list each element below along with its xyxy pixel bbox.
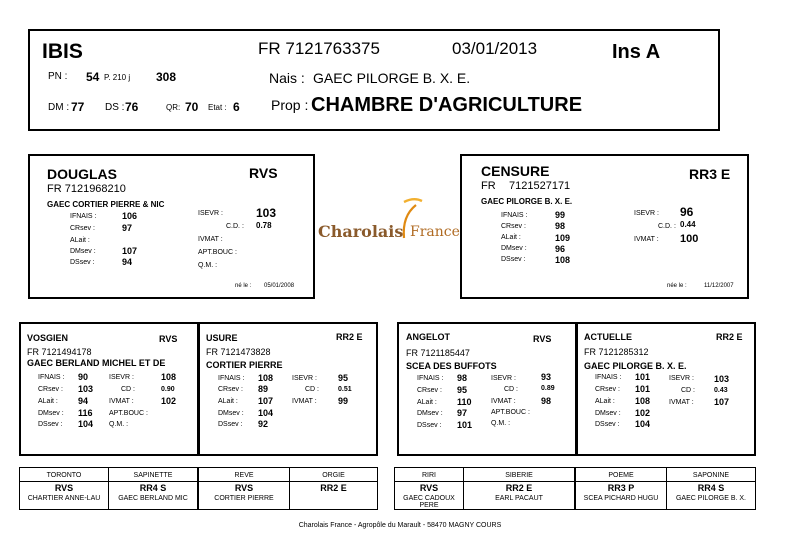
ggp-code: RVS bbox=[234, 483, 254, 493]
gp-ivmat-value: 99 bbox=[338, 396, 349, 406]
ggp-name: TORONTO bbox=[46, 472, 82, 479]
gp-isevr-label: ISEVR : bbox=[669, 375, 694, 382]
gp-isevr-value: 103 bbox=[714, 374, 730, 384]
ggp-code: RR4 S bbox=[139, 483, 167, 493]
great-grandparents-group-2 bbox=[198, 467, 378, 510]
gp-crsev-label: CRsev : bbox=[417, 387, 442, 394]
gp-code: RR2 E bbox=[716, 332, 743, 342]
ggp-name: POEME bbox=[608, 472, 634, 479]
sire-born-date: 05/01/2008 bbox=[264, 283, 295, 289]
gp-cd-value: 0.51 bbox=[338, 386, 352, 393]
ggp-name: RIRI bbox=[422, 472, 436, 479]
gp-qm-label: Q.M. : bbox=[109, 421, 129, 428]
nais-value: GAEC PILORGE B. X. E. bbox=[313, 70, 471, 86]
gp-cd-value: 0.89 bbox=[541, 385, 555, 392]
ggp-cell-siberie bbox=[463, 468, 574, 509]
gp-alait-value: 110 bbox=[457, 397, 472, 407]
logo-text-charolais: Charolais bbox=[318, 222, 404, 241]
dam-isevr-label: ISEVR : bbox=[634, 210, 659, 217]
qr-label: QR: bbox=[166, 103, 181, 112]
gp-dssev-value: 104 bbox=[78, 419, 94, 429]
sire-code: RVS bbox=[249, 165, 278, 181]
ggp-cell-riri bbox=[395, 468, 463, 509]
dm-value: 77 bbox=[71, 100, 85, 114]
gp-ifnais-label: IFNAIS : bbox=[218, 375, 245, 382]
ggp-breeder: CHARTIER ANNE-LAU bbox=[27, 495, 101, 502]
dam-id-prefix: FR bbox=[481, 180, 496, 192]
qr-value: 70 bbox=[185, 100, 199, 114]
gp-ifnais-value: 101 bbox=[635, 372, 651, 382]
dam-card bbox=[460, 154, 749, 299]
ds-label: DS : bbox=[105, 102, 125, 113]
sire-ifnais-label: IFNAIS : bbox=[70, 213, 97, 220]
ggp-code: RVS bbox=[54, 483, 74, 493]
sire-ivmat-label: IVMAT : bbox=[198, 236, 223, 243]
gp-alait-value: 108 bbox=[635, 396, 651, 406]
sire-aptbouc-label: APT.BOUC : bbox=[198, 249, 237, 256]
gp-ifnais-label: IFNAIS : bbox=[417, 375, 444, 382]
dam-dmsev-label: DMsev : bbox=[501, 245, 527, 252]
etat-value: 6 bbox=[233, 100, 240, 114]
gp-ivmat-label: IVMAT : bbox=[491, 398, 516, 405]
etat-label: Etat : bbox=[208, 103, 227, 112]
pn-label: PN : bbox=[48, 71, 68, 82]
gp-ivmat-label: IVMAT : bbox=[292, 398, 317, 405]
gp-ivmat-value: 107 bbox=[714, 397, 730, 407]
sire-ifnais-value: 106 bbox=[122, 211, 138, 221]
ggp-breeder: GAEC PILORGE B. X. bbox=[675, 495, 747, 502]
gp-code: RVS bbox=[159, 334, 178, 344]
prop-value: CHAMBRE D'AGRICULTURE bbox=[311, 94, 583, 116]
gp-alait-label: ALait : bbox=[38, 398, 58, 405]
dam-ifnais-value: 99 bbox=[555, 210, 566, 220]
ggp-name: ORGIE bbox=[322, 472, 345, 479]
great-grandparents-group-3 bbox=[394, 467, 575, 510]
ggp-breeder: CORTIER PIERRE bbox=[214, 495, 274, 502]
dam-born-label: née le : bbox=[667, 283, 687, 289]
gp-name: ANGELOT bbox=[406, 332, 450, 342]
gp-dssev-label: DSsev : bbox=[417, 422, 442, 429]
dam-born-date: 11/12/2007 bbox=[704, 283, 734, 289]
dam-dssev-label: DSsev : bbox=[501, 256, 526, 263]
nais-label: Nais : bbox=[269, 70, 305, 86]
sire-dssev-value: 94 bbox=[122, 257, 133, 267]
animal-header-card bbox=[28, 29, 720, 131]
dam-crsev-label: CRsev : bbox=[501, 223, 526, 230]
gp-ivmat-value: 102 bbox=[161, 396, 177, 406]
gp-ifnais-value: 90 bbox=[78, 372, 89, 382]
dam-id: 7121527171 bbox=[509, 180, 571, 192]
gp-breeder: GAEC PILORGE B. X. E. bbox=[584, 361, 687, 371]
dam-ivmat-label: IVMAT : bbox=[634, 236, 659, 243]
dam-name: CENSURE bbox=[481, 163, 550, 179]
dam-cd-value: 0.44 bbox=[680, 220, 696, 229]
grandparent-card-vosgien bbox=[19, 322, 199, 456]
gp-ifnais-value: 108 bbox=[258, 373, 274, 383]
ggp-breeder: GAEC BERLAND MIC bbox=[118, 495, 188, 502]
gp-cd-value: 0.90 bbox=[161, 386, 175, 393]
gp-id: FR 7121185447 bbox=[406, 348, 470, 358]
sire-crsev-value: 97 bbox=[122, 223, 133, 233]
gp-dmsev-label: DMsev : bbox=[595, 410, 621, 417]
ggp-name: REVE bbox=[234, 472, 254, 479]
gp-dssev-label: DSsev : bbox=[218, 421, 243, 428]
gp-crsev-label: CRsev : bbox=[218, 386, 243, 393]
animal-name: IBIS bbox=[42, 40, 83, 63]
gp-dssev-label: DSsev : bbox=[595, 421, 620, 428]
dam-ivmat-value: 100 bbox=[680, 233, 699, 245]
gp-ivmat-label: IVMAT : bbox=[109, 398, 134, 405]
gp-dssev-label: DSsev : bbox=[38, 421, 63, 428]
dam-isevr-value: 96 bbox=[680, 205, 694, 219]
gp-breeder: CORTIER PIERRE bbox=[206, 360, 283, 370]
gp-code: RVS bbox=[533, 334, 552, 344]
gp-ifnais-label: IFNAIS : bbox=[595, 374, 622, 381]
gp-dssev-value: 92 bbox=[258, 419, 269, 429]
gp-aptbouc-label: APT.BOUC : bbox=[491, 409, 530, 416]
dam-dssev-value: 108 bbox=[555, 255, 571, 265]
grandparent-card-actuelle bbox=[576, 322, 756, 456]
gp-ifnais-label: IFNAIS : bbox=[38, 374, 65, 381]
inscription-grade: Ins A bbox=[612, 41, 661, 63]
gp-name: USURE bbox=[206, 333, 238, 343]
gp-dmsev-label: DMsev : bbox=[417, 410, 443, 417]
sire-alait-label: ALait : bbox=[70, 237, 90, 244]
gp-dmsev-value: 116 bbox=[78, 408, 93, 418]
gp-alait-label: ALait : bbox=[595, 398, 615, 405]
gp-name: VOSGIEN bbox=[27, 333, 69, 343]
gp-breeder: SCEA DES BUFFOTS bbox=[406, 361, 497, 371]
sire-dssev-label: DSsev : bbox=[70, 259, 95, 266]
gp-cd-label: CD : bbox=[121, 386, 135, 393]
gp-alait-label: ALait : bbox=[218, 398, 238, 405]
great-grandparents-group-1 bbox=[19, 467, 198, 510]
gp-dmsev-value: 97 bbox=[457, 408, 468, 418]
grandparent-card-usure bbox=[198, 322, 378, 456]
gp-dssev-value: 104 bbox=[635, 419, 651, 429]
gp-crsev-value: 101 bbox=[635, 384, 651, 394]
gp-code: RR2 E bbox=[336, 332, 363, 342]
ggp-cell-reve bbox=[199, 468, 289, 509]
gp-qm-label: Q.M. : bbox=[491, 420, 511, 427]
ggp-name: SAPONINE bbox=[692, 472, 730, 479]
dam-breeder: GAEC PILORGE B. X. E. bbox=[481, 197, 573, 206]
dam-dmsev-value: 96 bbox=[555, 244, 566, 254]
ggp-breeder: SCEA PICHARD HUGU bbox=[583, 495, 659, 502]
pn-value: 54 bbox=[86, 70, 100, 84]
gp-isevr-label: ISEVR : bbox=[292, 375, 317, 382]
sire-isevr-label: ISEVR : bbox=[198, 210, 223, 217]
ggp-code: RR3 P bbox=[607, 483, 635, 493]
gp-dmsev-label: DMsev : bbox=[38, 410, 64, 417]
gp-cd-label: CD : bbox=[305, 386, 319, 393]
dm-label: DM : bbox=[48, 102, 70, 113]
ggp-cell-toronto bbox=[20, 468, 108, 509]
p210-value: 308 bbox=[156, 70, 177, 84]
ggp-code: RR2 E bbox=[505, 483, 533, 493]
p210-label: P. 210 j bbox=[104, 73, 131, 82]
gp-dmsev-value: 104 bbox=[258, 408, 274, 418]
sire-qm-label: Q.M. : bbox=[198, 262, 218, 269]
ggp-name: SIBERIE bbox=[505, 472, 533, 479]
ds-value: 76 bbox=[125, 100, 139, 114]
gp-dssev-value: 101 bbox=[457, 420, 473, 430]
sire-dmsev-label: DMsev : bbox=[70, 248, 96, 255]
gp-id: FR 7121285312 bbox=[584, 347, 649, 357]
animal-date: 03/01/2013 bbox=[452, 39, 538, 58]
footer-address: Charolais France - Agropôle du Marault - 58470 MAGNY COURS bbox=[298, 522, 502, 529]
sire-cd-label: C.D. : bbox=[226, 223, 244, 230]
sire-id: FR 7121968210 bbox=[47, 183, 126, 195]
gp-cd-label: CD : bbox=[681, 387, 695, 394]
dam-ifnais-label: IFNAIS : bbox=[501, 212, 528, 219]
gp-isevr-label: ISEVR : bbox=[491, 375, 516, 382]
gp-isevr-value: 108 bbox=[161, 372, 177, 382]
dam-cd-label: C.D. : bbox=[658, 223, 676, 230]
sire-name: DOUGLAS bbox=[47, 166, 117, 182]
gp-breeder: GAEC BERLAND MICHEL ET DE bbox=[27, 358, 166, 368]
sire-isevr-value: 103 bbox=[256, 206, 277, 220]
grandparent-card-angelot bbox=[397, 322, 577, 456]
sire-dmsev-value: 107 bbox=[122, 246, 138, 256]
ggp-code: RR4 S bbox=[697, 483, 725, 493]
sire-born-label: né le : bbox=[235, 283, 252, 289]
gp-id: FR 7121494178 bbox=[27, 347, 92, 357]
dam-alait-value: 109 bbox=[555, 233, 571, 243]
dam-crsev-value: 98 bbox=[555, 221, 566, 231]
animal-id: FR 7121763375 bbox=[258, 39, 380, 58]
gp-isevr-label: ISEVR : bbox=[109, 374, 134, 381]
gp-alait-value: 94 bbox=[78, 396, 89, 406]
sire-cd-value: 0.78 bbox=[256, 221, 272, 230]
gp-isevr-value: 93 bbox=[541, 372, 552, 382]
gp-crsev-value: 95 bbox=[457, 385, 468, 395]
dam-alait-label: ALait : bbox=[501, 234, 521, 241]
ggp-name: SAPINETTE bbox=[133, 472, 173, 479]
ggp-code: RVS bbox=[419, 483, 439, 493]
gp-ifnais-value: 98 bbox=[457, 373, 468, 383]
gp-crsev-value: 103 bbox=[78, 384, 94, 394]
gp-alait-value: 107 bbox=[258, 396, 274, 406]
ggp-cell-sapinette bbox=[108, 468, 197, 509]
gp-crsev-label: CRsev : bbox=[38, 386, 63, 393]
gp-isevr-value: 95 bbox=[338, 373, 349, 383]
prop-label: Prop : bbox=[271, 97, 309, 113]
sire-crsev-label: CRsev : bbox=[70, 225, 95, 232]
ggp-cell-poeme bbox=[576, 468, 666, 509]
ggp-cell-saponine bbox=[666, 468, 755, 509]
gp-alait-label: ALait : bbox=[417, 399, 437, 406]
gp-name: ACTUELLE bbox=[584, 332, 632, 342]
dam-code: RR3 E bbox=[689, 166, 731, 182]
gp-aptbouc-label: APT.BOUC : bbox=[109, 410, 148, 417]
charolais-france-logo bbox=[318, 196, 460, 246]
gp-ivmat-label: IVMAT : bbox=[669, 399, 694, 406]
logo-text-france: France bbox=[410, 224, 460, 240]
gp-crsev-value: 89 bbox=[258, 384, 269, 394]
gp-dmsev-value: 102 bbox=[635, 408, 651, 418]
gp-id: FR 7121473828 bbox=[206, 347, 271, 357]
ggp-breeder: EARL PACAUT bbox=[495, 495, 543, 502]
sire-card bbox=[28, 154, 315, 299]
gp-cd-value: 0.43 bbox=[714, 387, 728, 394]
great-grandparents-group-4 bbox=[575, 467, 756, 510]
ggp-cell-orgie bbox=[289, 468, 377, 509]
ggp-breeder: GAEC CADOUX PERE bbox=[403, 495, 455, 509]
gp-crsev-label: CRsev : bbox=[595, 386, 620, 393]
ggp-code: RR2 E bbox=[320, 483, 347, 493]
gp-ivmat-value: 98 bbox=[541, 396, 552, 406]
gp-dmsev-label: DMsev : bbox=[218, 410, 244, 417]
gp-cd-label: CD : bbox=[504, 386, 518, 393]
sire-breeder: GAEC CORTIER PIERRE & NIC bbox=[47, 200, 165, 209]
